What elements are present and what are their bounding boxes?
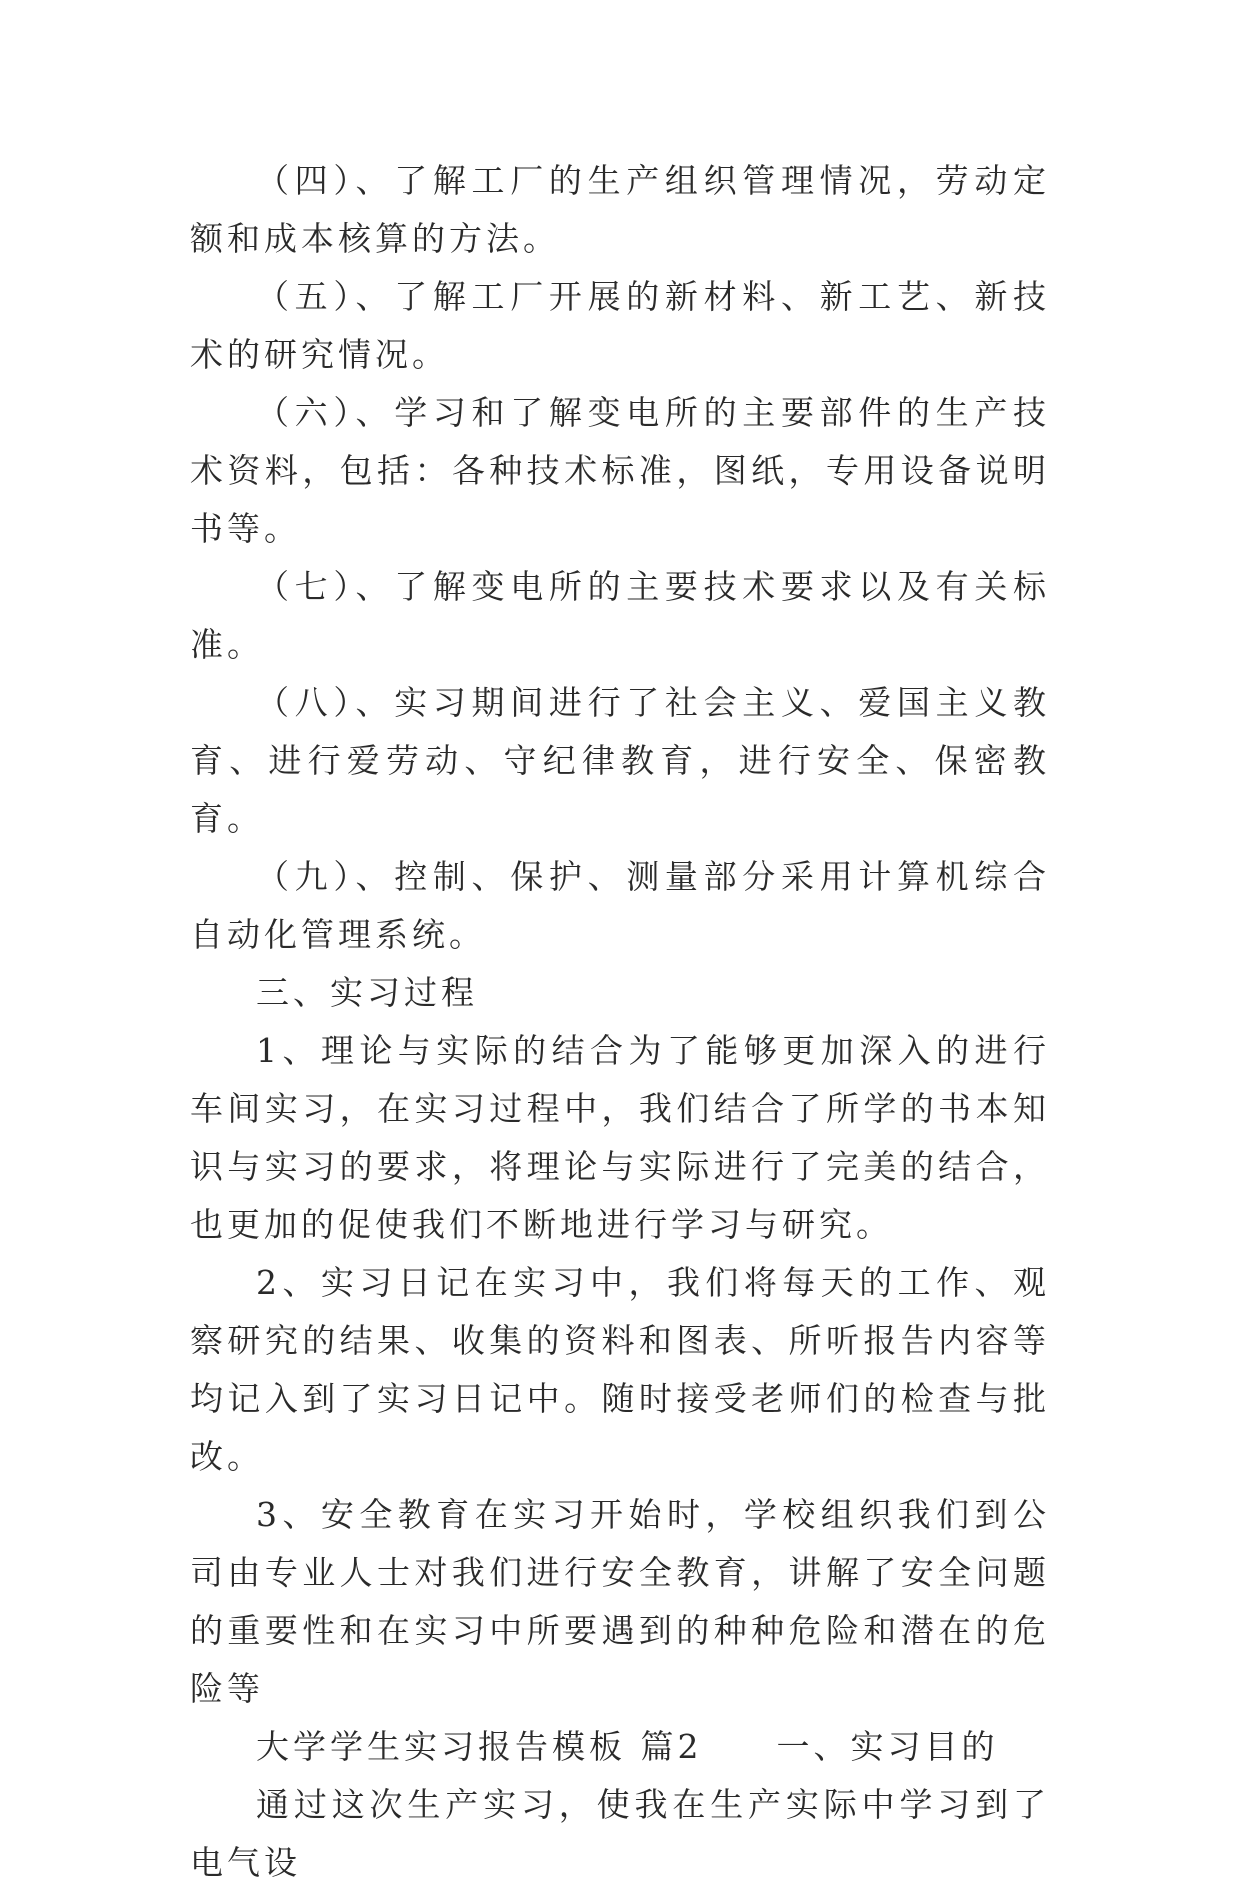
paragraph-8: （八）、实习期间进行了社会主义、爱国主义教育、进行爱劳动、守纪律教育，进行安全、保密教育。 <box>190 683 1050 838</box>
paragraph-theory-practice: 1、理论与实际的结合为了能够更加深入的进行车间实习，在实习过程中，我们结合了所学的书本知识与实习的要求，将理论与实际进行了完美的结合，也更加的促使我们不断地进行学习与研究。 <box>190 1031 1050 1244</box>
paragraph-safety-education: 3、安全教育在实习开始时，学校组织我们到公司由专业人士对我们进行安全教育，讲解了安全问题的重要性和在实习中所要遇到的种种危险和潜在的危险等 <box>190 1495 1050 1708</box>
paragraph-6: （六）、学习和了解变电所的主要部件的生产技术资料，包括：各种技术标准，图纸，专用设备说明书等。 <box>190 393 1050 548</box>
paragraph-production-internship: 通过这次生产实习，使我在生产实际中学习到了电气设 <box>190 1785 1050 1882</box>
paragraph-4: （四）、了解工厂的生产组织管理情况，劳动定额和成本核算的方法。 <box>190 161 1050 258</box>
paragraph-5: （五）、了解工厂开展的新材料、新工艺、新技术的研究情况。 <box>190 277 1050 374</box>
template-heading-part2: 大学学生实习报告模板 篇2 一、实习目的 <box>256 1727 999 1766</box>
document-body <box>190 152 1050 1892</box>
paragraph-internship-diary: 2、实习日记在实习中，我们将每天的工作、观察研究的结果、收集的资料和图表、所听报告内容等均记入到了实习日记中。随时接受老师们的检查与批改。 <box>190 1263 1050 1476</box>
paragraph-9: （九）、控制、保护、测量部分采用计算机综合自动化管理系统。 <box>190 857 1050 954</box>
paragraph-7: （七）、了解变电所的主要技术要求以及有关标准。 <box>190 567 1050 664</box>
section-heading-internship-process: 三、实习过程 <box>256 973 478 1012</box>
